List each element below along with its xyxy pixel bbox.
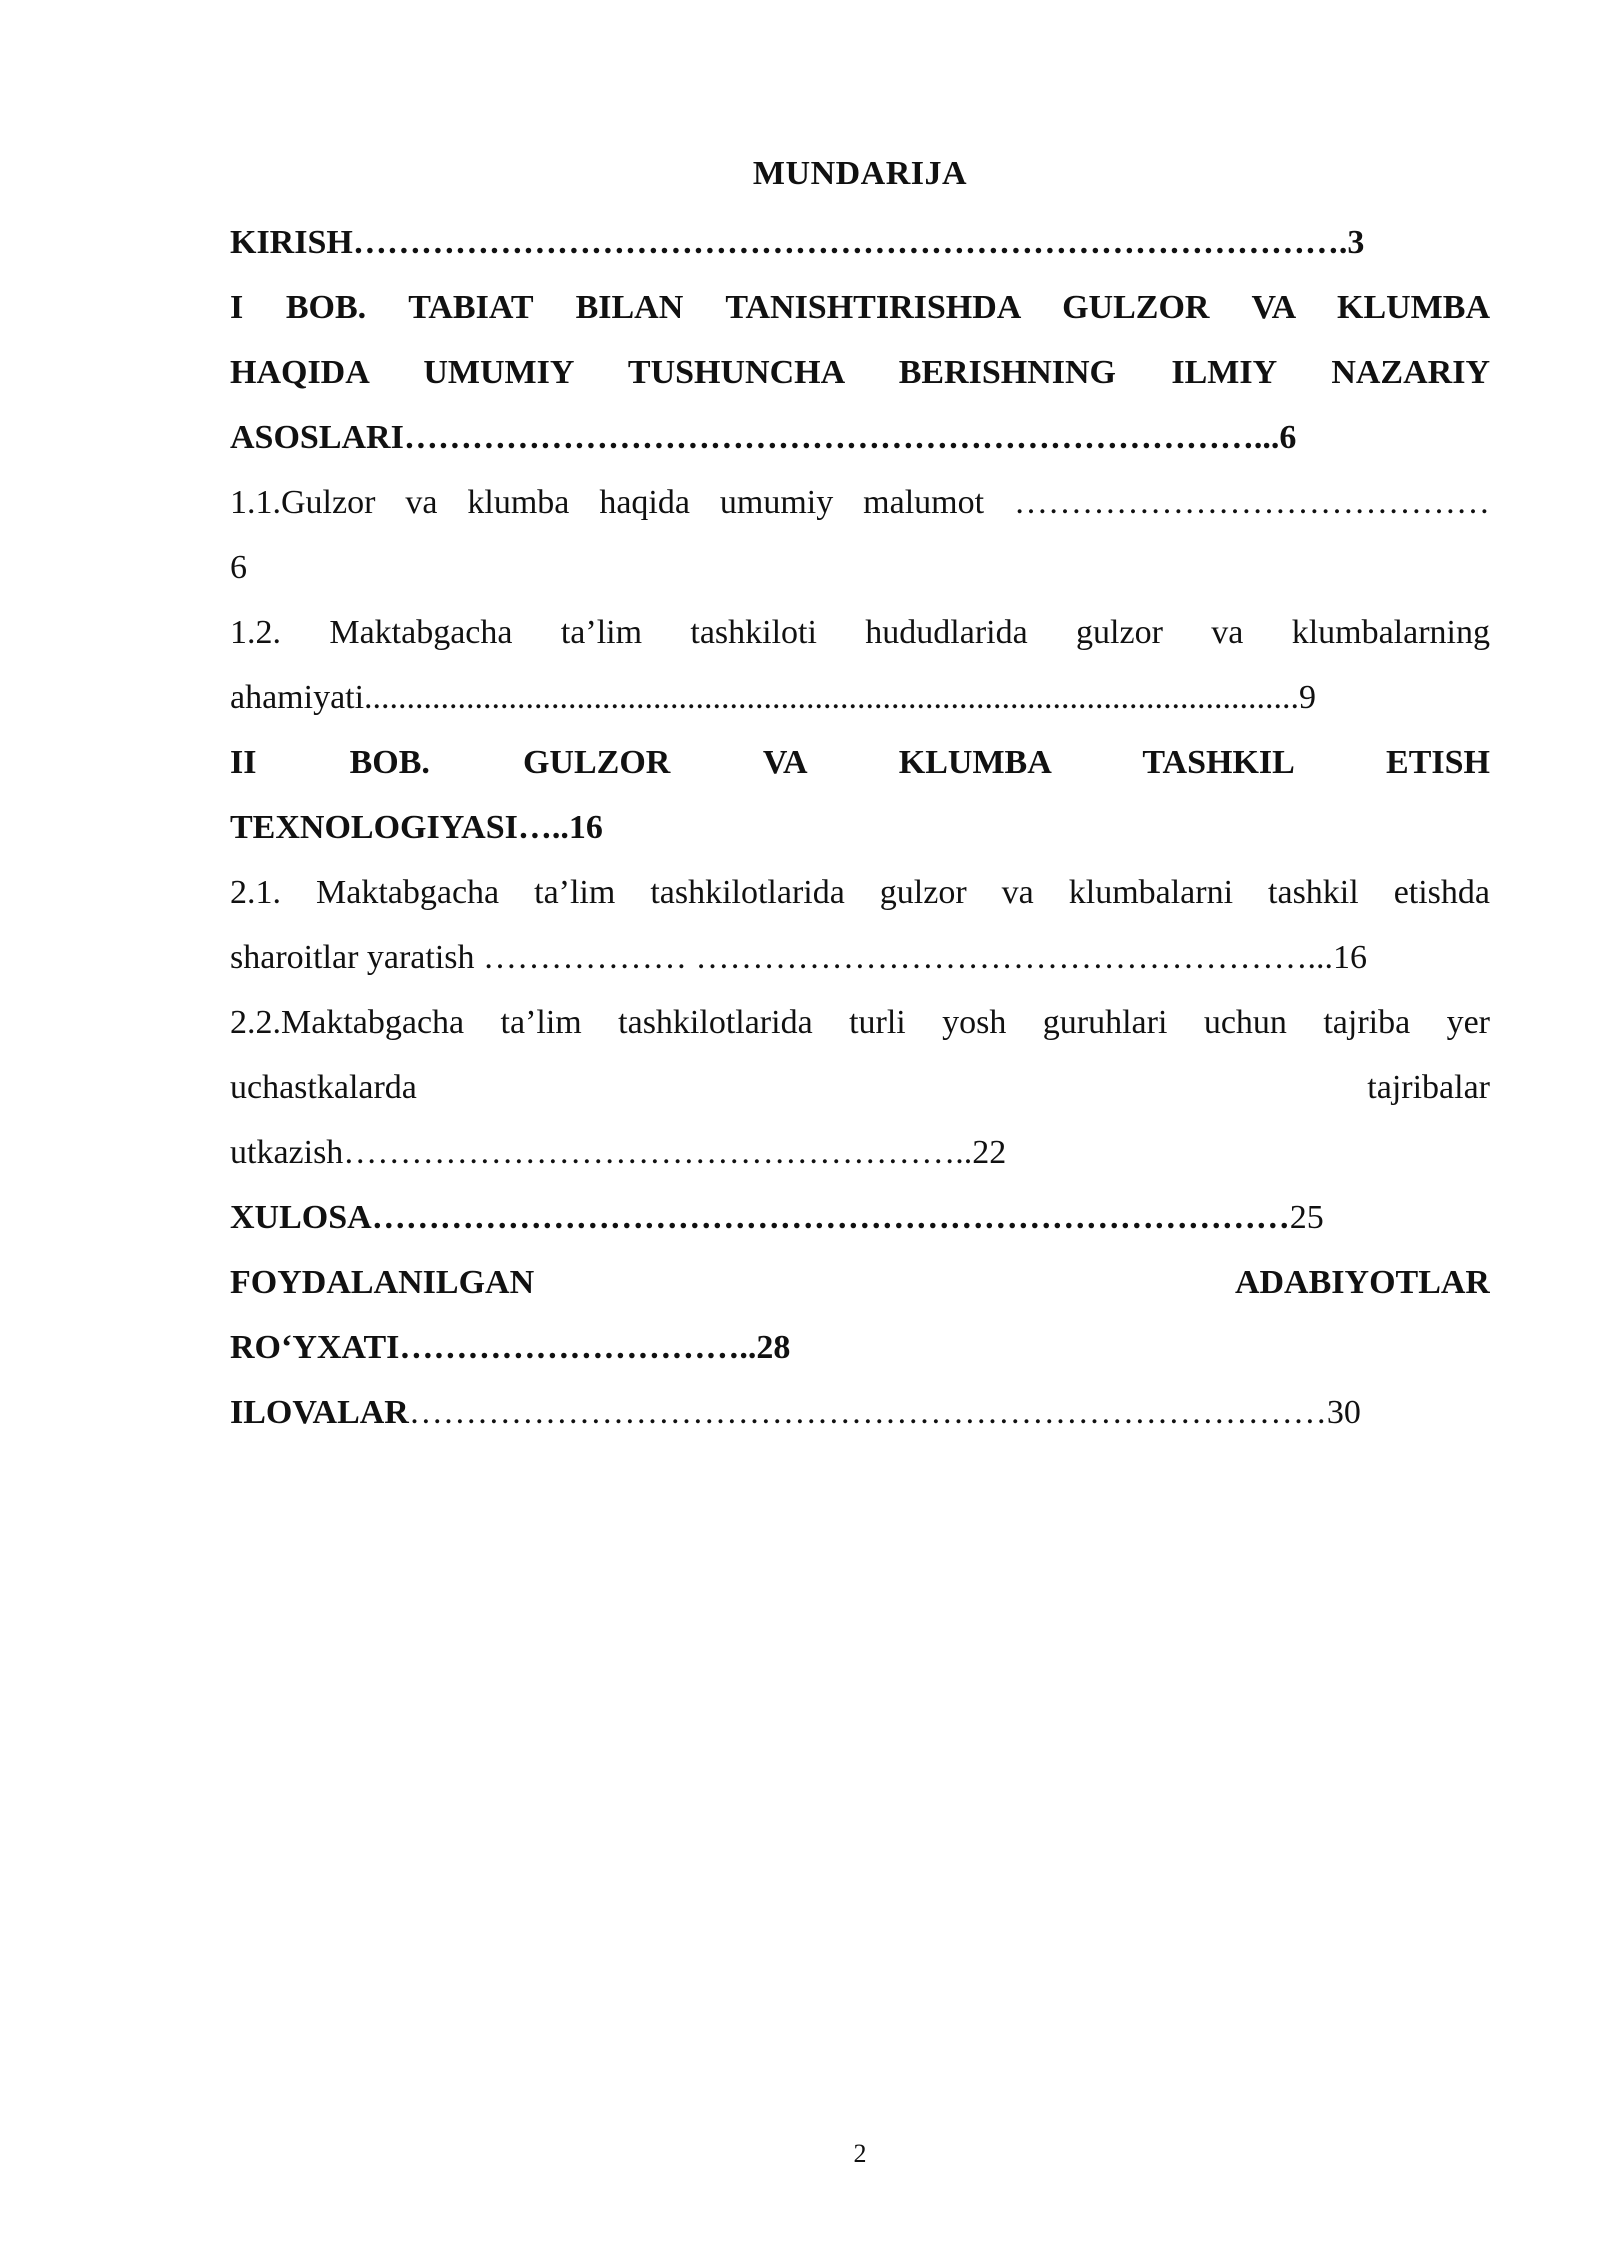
- toc-entry-section-2-2-line2-right: tajribalar: [1367, 1069, 1490, 1106]
- toc-entry-section-2-2-line1: 2.2.Maktabgacha ta’lim tashkilotlarida turli yosh guruhlari uchun tajriba yer: [230, 1004, 1490, 1041]
- toc-entry-ilovalar-dots-page: ………………………………………………………………………30: [408, 1394, 1361, 1431]
- toc-entry-adabiyotlar-line2: RO‘YXATI…………………………..28: [230, 1329, 791, 1366]
- toc-entry-chapter2-line1: II BOB. GULZOR VA KLUMBA TASHKIL ETISH: [230, 744, 1490, 781]
- toc-entry-xulosa-label: XULOSA………………………………………………………………………: [230, 1199, 1290, 1236]
- toc-entry-section-2-2-line2: [230, 1055, 1490, 1120]
- toc-entry-adabiyotlar-line1: [230, 1250, 1490, 1315]
- toc-entry-chapter1-line1: I BOB. TABIAT BILAN TANISHTIRISHDA GULZOR VA KLUMBA: [230, 289, 1490, 326]
- toc-entry-section-1-1-line2: 6: [230, 549, 247, 586]
- toc-entry-section-1-2-line1: 1.2. Maktabgacha ta’lim tashkiloti hududlarida gulzor va klumbalarning: [230, 614, 1490, 651]
- page-number: 2: [853, 2139, 867, 2168]
- toc-entry-chapter1-line2: HAQIDA UMUMIY TUSHUNCHA BERISHNING ILMIY NAZARIY: [230, 354, 1490, 391]
- toc-entry-section-2-1-line2: sharoitlar yaratish ……………… ………………………………………………...16: [230, 939, 1368, 976]
- toc-entry-section-2-1-line1: 2.1. Maktabgacha ta’lim tashkilotlarida gulzor va klumbalarni tashkil etishda: [230, 874, 1490, 911]
- toc-entry-chapter1-line3: ASOSLARI…………………………………………………………………...6: [230, 419, 1297, 456]
- toc-entry-ilovalar: [230, 1380, 1490, 1445]
- table-of-contents: [230, 210, 1490, 1445]
- toc-entry-ilovalar-label: ILOVALAR: [230, 1394, 409, 1431]
- toc-entry-adabiyotlar-right: ADABIYOTLAR: [1234, 1264, 1490, 1301]
- toc-entry-section-2-2-line2-left: uchastkalarda: [230, 1069, 417, 1106]
- toc-entry-adabiyotlar-left: FOYDALANILGAN: [230, 1264, 535, 1301]
- toc-entry-chapter2-line2: TEXNOLOGIYASI…..16: [230, 809, 603, 846]
- toc-entry-xulosa: [230, 1185, 1490, 1250]
- toc-entry-section-1-1-line1: 1.1.Gulzor va klumba haqida umumiy malumot ……………………………………: [230, 484, 1490, 521]
- toc-entry-section-2-2-line3: utkazish………………………………………………..22: [230, 1134, 1007, 1171]
- toc-entry-kirish: KIRISH…………………………………………………………………………….3: [230, 224, 1365, 261]
- toc-entry-xulosa-page: 25: [1289, 1199, 1324, 1236]
- page-title: MUNDARIJA: [752, 155, 968, 192]
- toc-entry-section-1-2-line2: ahamiyati..............................................................................................................9: [230, 679, 1317, 716]
